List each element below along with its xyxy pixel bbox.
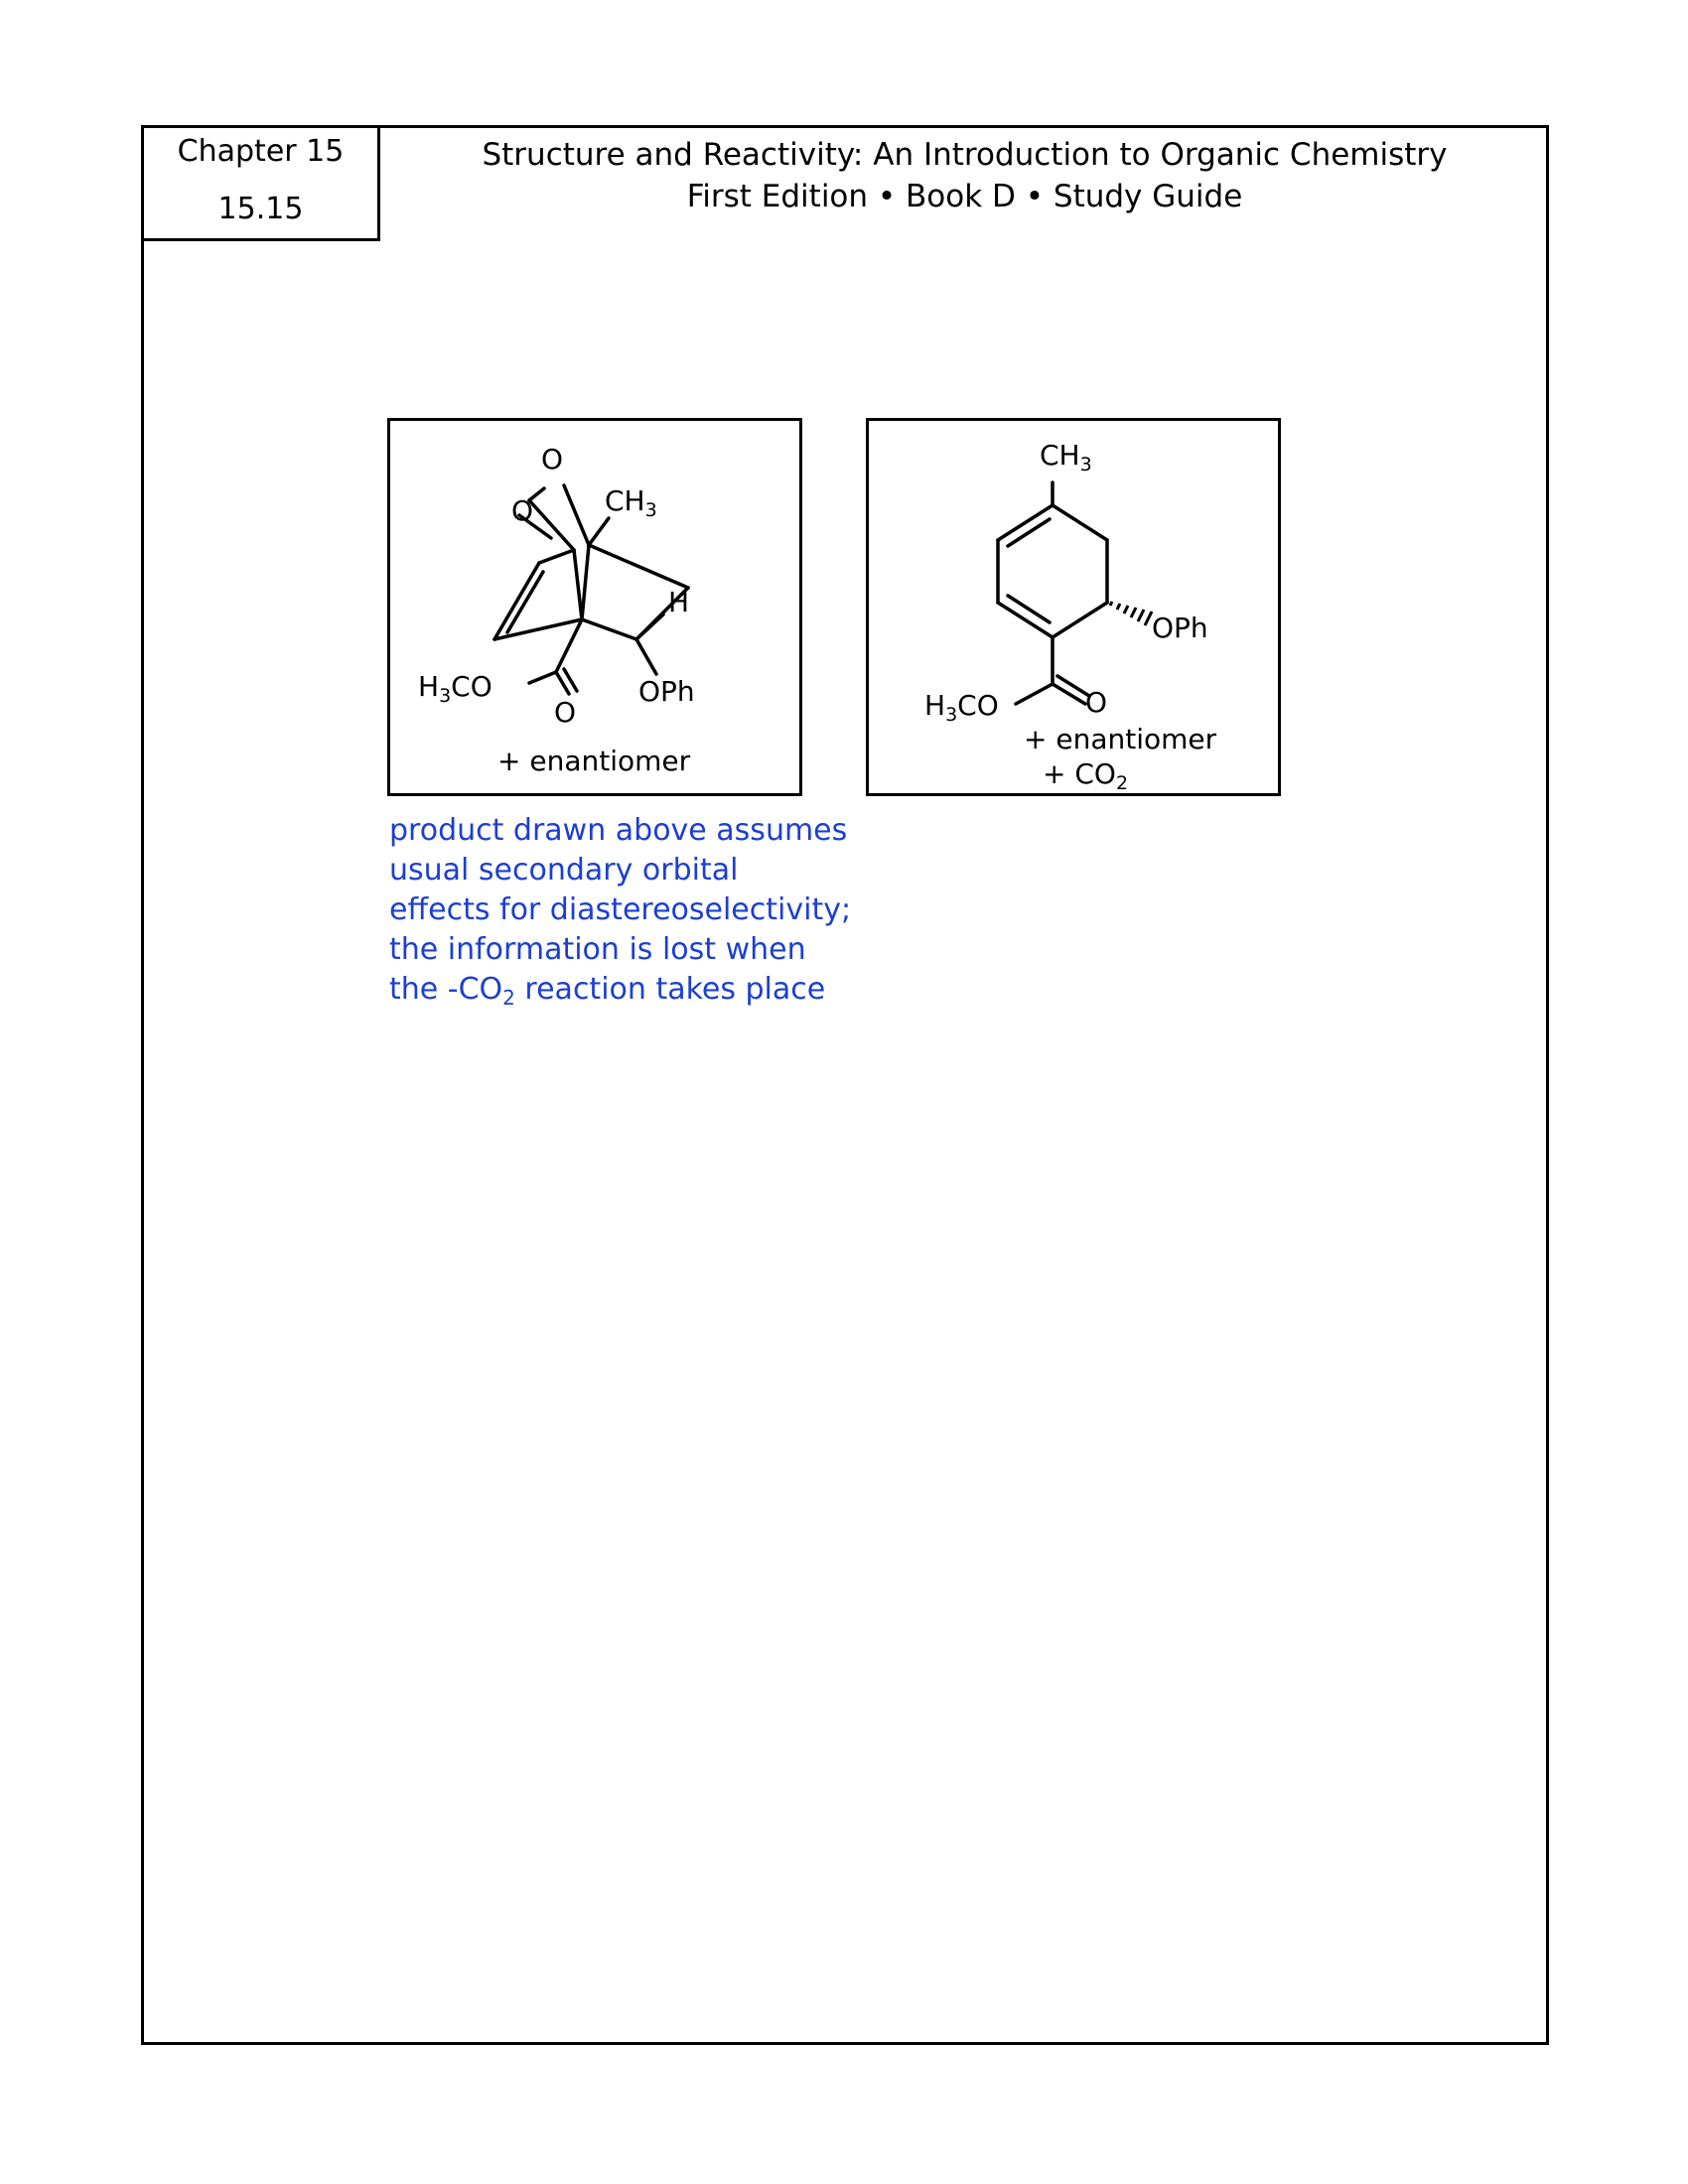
diene-bonds — [998, 482, 1107, 704]
note-line-3: effects for diastereoselectivity; — [389, 892, 852, 927]
bicyclic-structure — [390, 421, 799, 793]
phenoxy-label: OPh — [638, 675, 695, 708]
chapter-box — [141, 125, 380, 241]
diene-product-panel — [866, 418, 1281, 796]
co2-byproduct: + $CO_2$ — [1043, 757, 1129, 793]
ester-methoxy-label: $H_3CO$ — [418, 670, 492, 707]
phenoxy-label: OPh — [1152, 612, 1208, 644]
ester-oxygen-label: O — [554, 696, 577, 729]
methyl-label: $CH_3$ — [1040, 439, 1092, 476]
note-line-1: product drawn above assumes — [389, 813, 848, 848]
bicyclic-product-panel — [387, 418, 802, 796]
annotation-note — [389, 811, 856, 1018]
methyl-label: $CH_3$ — [605, 484, 657, 521]
chapter-label: Chapter 15 — [177, 134, 345, 169]
hydrogen-label: H — [668, 586, 690, 618]
bridge-oxygen-label: O — [541, 443, 564, 476]
ester-methoxy-label: $H_3CO$ — [924, 689, 999, 726]
carbonyl-oxygen-label: O — [511, 494, 534, 527]
enantiomer-caption: + enantiomer — [1024, 723, 1217, 755]
note-line-5: the $-CO_2$ reaction takes place — [389, 972, 826, 1010]
problem-number: 15.15 — [217, 192, 304, 226]
note-line-2: usual secondary orbital — [389, 853, 739, 887]
book-title: Structure and Reactivity: An Introduction to Organic Chemistry — [482, 137, 1448, 173]
book-header — [380, 134, 1549, 217]
page-frame — [141, 125, 1549, 2045]
note-line-4: the information is lost when — [389, 932, 806, 967]
enantiomer-caption: + enantiomer — [497, 745, 691, 777]
hashed-wedge-bond — [1110, 602, 1152, 625]
book-subtitle: First Edition • Book D • Study Guide — [686, 179, 1243, 214]
diene-structure — [869, 421, 1278, 793]
ester-oxygen-label: O — [1085, 686, 1108, 719]
